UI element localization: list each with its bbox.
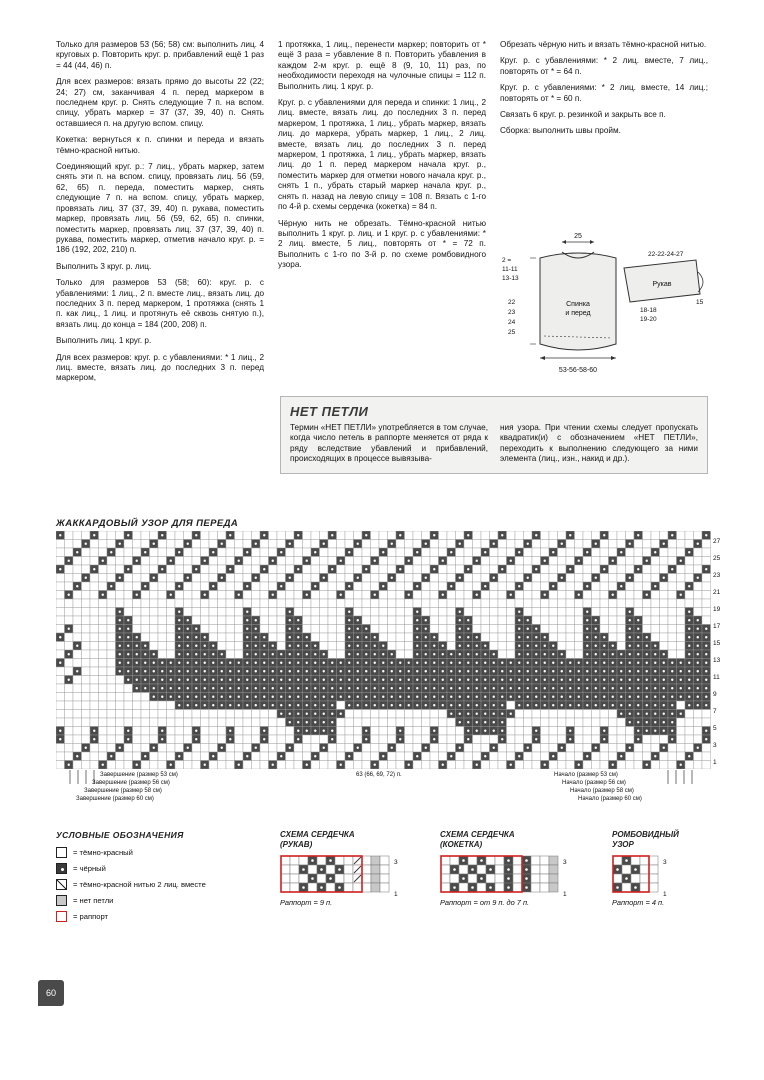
bracket-center-label: 63 (66, 69, 72) п. [356, 772, 402, 778]
schem-left-7: 25 [508, 329, 516, 336]
schem-sleeve-bottom-1: 18-18 [640, 307, 657, 314]
scheme-row-label: 1 [394, 891, 398, 898]
row-label: 25 [713, 555, 721, 562]
swatch-black-icon [56, 863, 67, 874]
row-label: 5 [713, 725, 717, 732]
paragraph: Соединяющий круг. р.: 7 лиц., убрать маркер, затем снять эти п. на вспом. спицу, провязать лиц. 56 (59, 62, 65) п. переда, поместить маркер, снять следующие 7 п. на вспом. спицу, убрать маркер, провязать лиц. 37 (37, 39, 40) п. рукава, поместить маркер, провязать лиц. 56 (59, 62, 65) п. спинки, поместить маркер, провязать лиц. 37 (37, 39, 40) п. рукава, поместить маркер, отметив начало круг. р. = 186 (192, 202, 210) п. [56, 162, 264, 255]
row-label: 7 [713, 708, 717, 715]
swatch-no-stitch-icon [56, 895, 67, 906]
swatch-repeat-icon [56, 911, 67, 922]
callout-title: НЕТ ПЕТЛИ [290, 404, 369, 419]
paragraph: Только для размеров 53 (56; 58) см: выполнить лиц. 4 круговых р. Повторить круг. р. прибавлений ещё 1 раз = 44 (44, 46) п. [56, 40, 264, 70]
paragraph: Для всех размеров: круг. р. с убавлениями: * 1 лиц., 2 лиц. вместе, вязать лиц. до последних 3 п. перед маркером, [56, 352, 264, 383]
scheme-title-line2: (КОКЕТКА) [440, 840, 483, 849]
schem-top-width: 25 [574, 233, 582, 240]
bracket-label: Начало (размер 53 см) [554, 772, 618, 778]
bracket-label: Завершение (размер 60 см) [76, 796, 154, 802]
row-label: 21 [713, 589, 721, 596]
legend-item [56, 879, 266, 890]
scheme-title-line1: СХЕМА СЕРДЕЧКА [280, 830, 355, 839]
scheme-title-line1: СХЕМА СЕРДЕЧКА [440, 830, 515, 839]
legend-label: = раппорт [73, 912, 108, 921]
scheme-row-label: 3 [663, 859, 667, 866]
callout-text-left: Термин «НЕТ ПЕТЛИ» употребляется в том случае, когда число петель в раппорте меняется от ряда к ряду вследствие убавлений и прибавлений, происходящих в процессе вывязыва- [290, 423, 488, 464]
scheme-footer: Раппорт = 4 п. [612, 898, 665, 907]
paragraph: Только для размеров 53 (58; 60): круг. р. с убавлениями: 1 лиц., 2 п. вместе лиц., вязать лиц. до последних 3 п. перед маркером, 1 протяжка (снять 1 п. как лиц., 1 лиц. и протянуть её сквозь снятую п.), вязать лиц. до конца = 184 (200, 208) п. [56, 278, 264, 329]
paragraph: Чёрную нить не обрезать. Тёмно-красной нитью выполнить 1 круг. р. лиц. и 1 круг. р. с убавлениями: * 2 лиц. вместе, 5 лиц., повторять от * = 72 п. Выполнить с 1-го по 3-й р. по схеме ромбовидного узора. [278, 218, 486, 270]
bracket-label: Начало (размер 56 см) [562, 780, 626, 786]
row-label: 3 [713, 742, 717, 749]
bracket-label: Начало (размер 58 см) [570, 788, 634, 794]
schem-sleeve-bottom-2: 19-20 [640, 316, 657, 323]
scheme-row-label: 3 [563, 859, 567, 866]
legend-label: = тёмно-красной нитью 2 лиц. вместе [73, 880, 206, 889]
schematic-svg [500, 232, 708, 380]
paragraph: 1 протяжка, 1 лиц., перенести маркер; повторить от * ещё 3 раза = убавление 8 п. Повторить убавления в каждом 2-м круг. р. ещё 8 (9, 10, 11) раз, по необходимости переходя на чулочные спицы = 112 п. Выполнить лиц. 1 круг. р. [278, 40, 486, 91]
schem-sleeve-side: 15 [696, 299, 704, 306]
bracket-label: Начало (размер 60 см) [578, 796, 642, 802]
paragraph: Выполнить 3 круг. р. лиц. [56, 261, 152, 271]
schem-left-3: 13-13 [502, 275, 519, 282]
scheme-diamond [612, 830, 722, 907]
paragraph: Круг. р. с убавлениями: * 2 лиц. вместе, 7 лиц., повторять от * = 64 п. [500, 56, 708, 76]
row-label: 13 [713, 657, 721, 664]
scheme-heart-yoke [440, 830, 590, 907]
schem-sleeve-label: Рукав [652, 281, 672, 288]
legend-item [56, 895, 266, 906]
schem-left-5: 23 [508, 309, 516, 316]
scheme-row-label: 1 [563, 891, 567, 898]
swatch-dark-red-icon [56, 847, 67, 858]
garment-schematic [500, 232, 708, 380]
row-label: 9 [713, 691, 717, 698]
legend-item [56, 911, 266, 922]
jacquard-chart-grid [56, 531, 711, 769]
paragraph: Связать 6 круг. р. резинкой и закрыть все п. [500, 110, 666, 120]
scheme-row-label: 1 [663, 891, 667, 898]
schem-bottom-width: 53-56-58-60 [558, 367, 598, 374]
legend-item [56, 847, 266, 858]
paragraph: Выполнить лиц. 1 круг. р. [56, 336, 152, 346]
scheme-footer: Раппорт = 9 п. [280, 898, 333, 907]
paragraph: Обрезать чёрную нить и вязать тёмно-красной нитью. [500, 40, 707, 49]
scheme-grid-diamond [612, 855, 659, 893]
row-label: 17 [713, 623, 721, 630]
legend-title: УСЛОВНЫЕ ОБОЗНАЧЕНИЯ [56, 830, 184, 840]
row-label: 27 [713, 538, 721, 545]
scheme-grid-heart-sleeve [280, 855, 390, 893]
no-stitch-callout [280, 396, 708, 474]
schem-sleeve-top: 22-22-24-27 [648, 251, 684, 258]
bracket-label: Завершение (размер 53 см) [100, 772, 178, 778]
scheme-title-line2: УЗОР [612, 840, 634, 849]
paragraph: Круг. р. с убавлениями: * 2 лиц. вместе, 14 лиц.; повторять от * = 60 п. [500, 83, 708, 103]
paragraph: Круг. р. с убавлениями для переда и спинки: 1 лиц., 2 лиц. вместе, вязать лиц. до последних 3 п. перед маркером, 1 протяжка, 1 лиц., убрать маркер, вязать лиц. до маркера, убрать маркер, 1 лиц., 2 лиц. вместе, вязать лиц. до последних 3 п. перед маркером, 1 протяжка, 1 лиц., убрать маркер, вязать лиц. до 1 п. перед маркером начала круг. р., поместить маркер для отметки нового начала круг. р., снять 1 п., убрать старый маркер начала круг. р., снять п. назад на левую спицу = 108 п. Вязать с 1-го по 4-й р. схемы сердечка (кокетка) = 84 п. [278, 98, 486, 212]
legend [56, 830, 266, 927]
row-label: 11 [713, 674, 720, 681]
legend-label: = тёмно-красный [73, 848, 133, 857]
text-column-2 [278, 40, 486, 384]
scheme-row-label: 3 [394, 859, 398, 866]
paragraph-koketka: Кокетка: вернуться к п. спинки и переда и вязать тёмно-красной нитью. [56, 135, 264, 155]
schem-body-label1: Спинка [566, 301, 590, 308]
paragraph-sborka: Сборка: выполнить швы пройм. [500, 126, 621, 136]
bracket-label: Завершение (размер 56 см) [92, 780, 170, 786]
row-label: 15 [713, 640, 721, 647]
schem-left-1: 2 = [502, 257, 512, 264]
jacquard-chart [56, 531, 711, 769]
scheme-footer: Раппорт = от 9 п. до 7 п. [440, 898, 530, 907]
chart-bottom-labels [56, 772, 716, 816]
legend-item [56, 863, 266, 874]
row-label: 19 [713, 606, 721, 613]
schem-left-2: 11-11 [502, 266, 518, 273]
paragraph: Для всех размеров: вязать прямо до высоты 22 (22; 24; 27) см, заканчивая 4 п. перед маркером в последнем круг. р. Снять следующие 7 п. на вспом. спицу, убрать маркер = 37 (37, 39, 40) п. Снять оставшиеся п. на другую вспом. спицу. [56, 77, 264, 128]
page-number: 60 [38, 980, 64, 1006]
scheme-title-line1: РОМБОВИДНЫЙ [612, 830, 679, 839]
scheme-grid-heart-yoke [440, 855, 559, 893]
chart-title: ЖАККАРДОВЫЙ УЗОР ДЛЯ ПЕРЕДА [56, 518, 239, 529]
scheme-heart-sleeve [280, 830, 420, 907]
swatch-k2tog-icon [56, 879, 67, 890]
scheme-title-line2: (РУКАВ) [280, 840, 313, 849]
schem-left-6: 24 [508, 319, 516, 326]
bracket-label: Завершение (размер 58 см) [84, 788, 162, 794]
legend-label: = чёрный [73, 864, 106, 873]
callout-text-right: ния узора. При чтении схемы следует пропускать квадратик(и) с обозначением «НЕТ ПЕТЛИ», переходить к выполнению следующего за ними элемента (лиц., изн., накид и др.). [500, 423, 698, 464]
schem-body-label2: и перед [565, 310, 591, 317]
row-label: 1 [713, 759, 717, 766]
text-column-1 [56, 40, 264, 384]
schem-left-4: 22 [508, 299, 516, 306]
legend-label: = нет петли [73, 896, 114, 905]
row-label: 23 [713, 572, 721, 579]
